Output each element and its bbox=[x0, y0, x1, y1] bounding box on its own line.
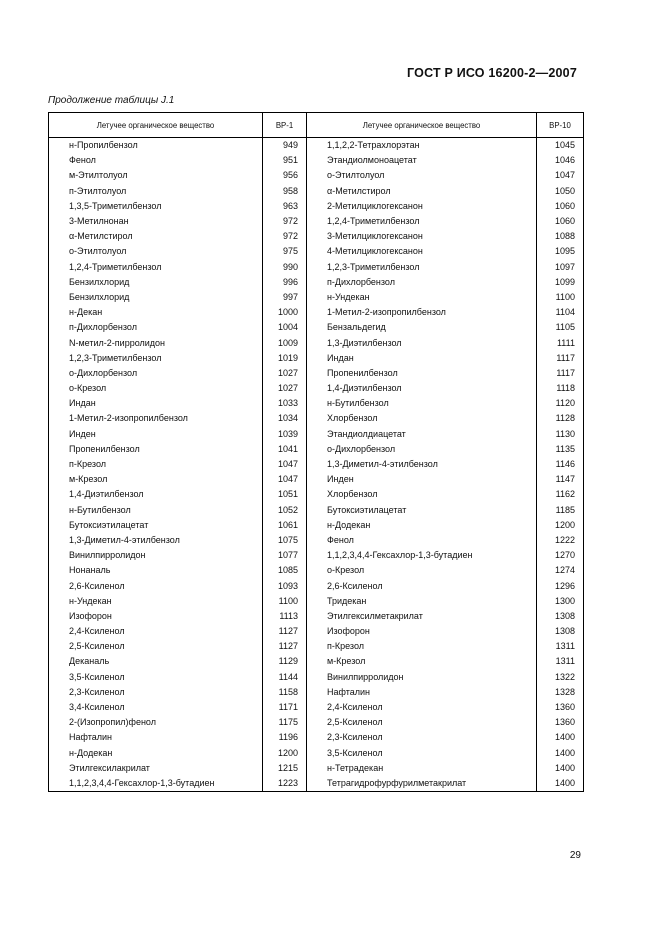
table-row bbox=[49, 244, 584, 259]
substance-bp10: 3-Метилциклогексанон bbox=[307, 229, 537, 244]
table-row bbox=[49, 503, 584, 518]
bp10-value: 1200 bbox=[537, 518, 584, 533]
bp10-value: 1308 bbox=[537, 624, 584, 639]
bp1-value: 1009 bbox=[263, 335, 307, 350]
bp1-value: 1047 bbox=[263, 472, 307, 487]
substance-bp1: н-Пропилбензол bbox=[49, 138, 263, 154]
table-row bbox=[49, 746, 584, 761]
bp10-value: 1222 bbox=[537, 533, 584, 548]
substance-bp1: п-Дихлорбензол bbox=[49, 320, 263, 335]
table-row bbox=[49, 548, 584, 563]
bp10-value: 1095 bbox=[537, 244, 584, 259]
substance-bp1: Этилгексилакрилат bbox=[49, 761, 263, 776]
table-row bbox=[49, 624, 584, 639]
substance-bp10: Бутоксиэтилацетат bbox=[307, 503, 537, 518]
bp10-value: 1400 bbox=[537, 761, 584, 776]
bp1-value: 972 bbox=[263, 214, 307, 229]
table-row bbox=[49, 305, 584, 320]
table-row bbox=[49, 654, 584, 669]
substance-bp1: Нафталин bbox=[49, 730, 263, 745]
table-row bbox=[49, 700, 584, 715]
substance-bp10: 1,2,4-Триметилбензол bbox=[307, 214, 537, 229]
col-header-substance-2: Летучее органическое вещество bbox=[307, 113, 537, 138]
table-row bbox=[49, 533, 584, 548]
substance-bp1: Нонаналь bbox=[49, 563, 263, 578]
bp1-value: 1051 bbox=[263, 487, 307, 502]
substance-bp1: 2,4-Ксиленол bbox=[49, 624, 263, 639]
substance-bp10: Винилпирролидон bbox=[307, 670, 537, 685]
bp10-value: 1400 bbox=[537, 776, 584, 792]
bp1-value: 1129 bbox=[263, 654, 307, 669]
substance-bp10: Этандиолдиацетат bbox=[307, 427, 537, 442]
substance-bp10: п-Дихлорбензол bbox=[307, 275, 537, 290]
substance-bp1: н-Додекан bbox=[49, 746, 263, 761]
substance-bp1: 1,2,3-Триметилбензол bbox=[49, 351, 263, 366]
substance-bp10: 1,1,2,3,4,4-Гексахлор-1,3-бутадиен bbox=[307, 548, 537, 563]
bp1-value: 1093 bbox=[263, 578, 307, 593]
substance-bp1: Фенол bbox=[49, 153, 263, 168]
substance-bp1: 1,1,2,3,4,4-Гексахлор-1,3-бутадиен bbox=[49, 776, 263, 792]
bp1-value: 1158 bbox=[263, 685, 307, 700]
substance-bp10: п-Крезол bbox=[307, 639, 537, 654]
bp10-value: 1322 bbox=[537, 670, 584, 685]
substance-bp10: Этилгексилметакрилат bbox=[307, 609, 537, 624]
substance-bp10: 1,3-Диметил-4-этилбензол bbox=[307, 457, 537, 472]
bp1-value: 1027 bbox=[263, 366, 307, 381]
bp10-value: 1360 bbox=[537, 715, 584, 730]
table-row bbox=[49, 715, 584, 730]
substance-bp10: 4-Метилциклогексанон bbox=[307, 244, 537, 259]
substance-bp10: α-Метилстирол bbox=[307, 184, 537, 199]
bp10-value: 1128 bbox=[537, 411, 584, 426]
bp1-value: 1196 bbox=[263, 730, 307, 745]
table-row bbox=[49, 153, 584, 168]
substance-bp10: 1,1,2,2-Тетрахлорэтан bbox=[307, 138, 537, 154]
substance-bp1: 1,4-Диэтилбензол bbox=[49, 487, 263, 502]
substance-bp1: N-метил-2-пирролидон bbox=[49, 335, 263, 350]
substance-bp1: Деканаль bbox=[49, 654, 263, 669]
substance-bp1: Винилпирролидон bbox=[49, 548, 263, 563]
bp10-value: 1117 bbox=[537, 351, 584, 366]
table-row bbox=[49, 639, 584, 654]
bp1-value: 1175 bbox=[263, 715, 307, 730]
table-row bbox=[49, 138, 584, 154]
bp10-value: 1104 bbox=[537, 305, 584, 320]
substance-bp1: м-Этилтолуол bbox=[49, 168, 263, 183]
bp1-value: 1039 bbox=[263, 427, 307, 442]
substance-bp10: Пропенилбензол bbox=[307, 366, 537, 381]
table-row bbox=[49, 396, 584, 411]
col-header-bp1: BP-1 bbox=[263, 113, 307, 138]
substance-bp1: 3,4-Ксиленол bbox=[49, 700, 263, 715]
bp10-value: 1118 bbox=[537, 381, 584, 396]
table-row bbox=[49, 670, 584, 685]
bp1-value: 1004 bbox=[263, 320, 307, 335]
substance-bp1: 2,3-Ксиленол bbox=[49, 685, 263, 700]
bp10-value: 1300 bbox=[537, 594, 584, 609]
document-code: ГОСТ Р ИСО 16200-2—2007 bbox=[407, 66, 577, 80]
substance-bp10: 1,2,3-Триметилбензол bbox=[307, 260, 537, 275]
substance-bp1: н-Декан bbox=[49, 305, 263, 320]
bp1-value: 1000 bbox=[263, 305, 307, 320]
substance-bp10: н-Ундекан bbox=[307, 290, 537, 305]
substance-bp10: 3,5-Ксиленол bbox=[307, 746, 537, 761]
bp1-value: 1215 bbox=[263, 761, 307, 776]
table-row bbox=[49, 381, 584, 396]
bp1-value: 1200 bbox=[263, 746, 307, 761]
table-row bbox=[49, 411, 584, 426]
table-row bbox=[49, 199, 584, 214]
table-row bbox=[49, 442, 584, 457]
table-row bbox=[49, 594, 584, 609]
bp1-value: 972 bbox=[263, 229, 307, 244]
substance-bp1: н-Бутилбензол bbox=[49, 503, 263, 518]
substance-bp10: 2,5-Ксиленол bbox=[307, 715, 537, 730]
table-row bbox=[49, 685, 584, 700]
table-header-row bbox=[49, 113, 584, 138]
substance-bp1: Бензилхлорид bbox=[49, 275, 263, 290]
bp10-value: 1400 bbox=[537, 730, 584, 745]
table-row bbox=[49, 457, 584, 472]
substance-bp10: о-Дихлорбензол bbox=[307, 442, 537, 457]
bp1-value: 996 bbox=[263, 275, 307, 290]
substance-bp1: о-Этилтолуол bbox=[49, 244, 263, 259]
substance-bp10: н-Бутилбензол bbox=[307, 396, 537, 411]
substance-bp10: Хлорбензол bbox=[307, 411, 537, 426]
bp10-value: 1060 bbox=[537, 199, 584, 214]
table-row bbox=[49, 518, 584, 533]
bp1-value: 1052 bbox=[263, 503, 307, 518]
substance-bp10: Бензальдегид bbox=[307, 320, 537, 335]
bp1-value: 1113 bbox=[263, 609, 307, 624]
bp1-value: 1171 bbox=[263, 700, 307, 715]
substance-bp10: Хлорбензол bbox=[307, 487, 537, 502]
substance-bp10: 2,3-Ксиленол bbox=[307, 730, 537, 745]
substance-bp10: 1-Метил-2-изопропилбензол bbox=[307, 305, 537, 320]
substance-bp10: о-Крезол bbox=[307, 563, 537, 578]
substance-bp10: Изофорон bbox=[307, 624, 537, 639]
substance-bp1: 3-Метилнонан bbox=[49, 214, 263, 229]
substance-bp1: о-Дихлорбензол bbox=[49, 366, 263, 381]
bp10-value: 1047 bbox=[537, 168, 584, 183]
table-row bbox=[49, 366, 584, 381]
substance-bp1: α-Метилстирол bbox=[49, 229, 263, 244]
bp10-value: 1360 bbox=[537, 700, 584, 715]
bp10-value: 1146 bbox=[537, 457, 584, 472]
bp10-value: 1130 bbox=[537, 427, 584, 442]
substance-bp1: 1-Метил-2-изопропилбензол bbox=[49, 411, 263, 426]
substance-bp10: 2,6-Ксиленол bbox=[307, 578, 537, 593]
table-row bbox=[49, 609, 584, 624]
bp1-value: 958 bbox=[263, 184, 307, 199]
substance-bp1: Бензилхлорид bbox=[49, 290, 263, 305]
substance-bp1: о-Крезол bbox=[49, 381, 263, 396]
table-row bbox=[49, 351, 584, 366]
substance-bp10: 2,4-Ксиленол bbox=[307, 700, 537, 715]
substance-bp1: Бутоксиэтилацетат bbox=[49, 518, 263, 533]
bp1-value: 963 bbox=[263, 199, 307, 214]
bp10-value: 1308 bbox=[537, 609, 584, 624]
substance-bp10: Фенол bbox=[307, 533, 537, 548]
bp10-value: 1135 bbox=[537, 442, 584, 457]
table-row bbox=[49, 427, 584, 442]
substance-bp1: 2,5-Ксиленол bbox=[49, 639, 263, 654]
table-row bbox=[49, 214, 584, 229]
table-row bbox=[49, 472, 584, 487]
bp10-value: 1050 bbox=[537, 184, 584, 199]
bp1-value: 990 bbox=[263, 260, 307, 275]
substance-bp1: н-Ундекан bbox=[49, 594, 263, 609]
bp1-value: 949 bbox=[263, 138, 307, 154]
bp1-value: 1075 bbox=[263, 533, 307, 548]
substance-bp1: м-Крезол bbox=[49, 472, 263, 487]
substance-bp1: 1,3-Диметил-4-этилбензол bbox=[49, 533, 263, 548]
bp10-value: 1045 bbox=[537, 138, 584, 154]
substance-bp1: 2,6-Ксиленол bbox=[49, 578, 263, 593]
bp1-value: 956 bbox=[263, 168, 307, 183]
bp10-value: 1296 bbox=[537, 578, 584, 593]
bp1-value: 1085 bbox=[263, 563, 307, 578]
table-row bbox=[49, 761, 584, 776]
bp10-value: 1270 bbox=[537, 548, 584, 563]
bp1-value: 951 bbox=[263, 153, 307, 168]
bp1-value: 1077 bbox=[263, 548, 307, 563]
substance-bp10: Тридекан bbox=[307, 594, 537, 609]
bp10-value: 1185 bbox=[537, 503, 584, 518]
substance-bp10: н-Тетрадекан bbox=[307, 761, 537, 776]
bp10-value: 1100 bbox=[537, 290, 584, 305]
voc-boiling-table bbox=[48, 112, 584, 792]
bp1-value: 975 bbox=[263, 244, 307, 259]
bp1-value: 1034 bbox=[263, 411, 307, 426]
bp10-value: 1099 bbox=[537, 275, 584, 290]
substance-bp1: 2-(Изопропил)фенол bbox=[49, 715, 263, 730]
bp10-value: 1311 bbox=[537, 639, 584, 654]
bp10-value: 1060 bbox=[537, 214, 584, 229]
bp1-value: 1127 bbox=[263, 639, 307, 654]
table-row bbox=[49, 184, 584, 199]
table-row bbox=[49, 776, 584, 792]
bp1-value: 1100 bbox=[263, 594, 307, 609]
bp1-value: 1033 bbox=[263, 396, 307, 411]
substance-bp10: Этандиолмоноацетат bbox=[307, 153, 537, 168]
bp10-value: 1097 bbox=[537, 260, 584, 275]
bp1-value: 1019 bbox=[263, 351, 307, 366]
table-row bbox=[49, 260, 584, 275]
bp1-value: 1027 bbox=[263, 381, 307, 396]
substance-bp1: Индан bbox=[49, 396, 263, 411]
substance-bp1: п-Этилтолуол bbox=[49, 184, 263, 199]
substance-bp1: Инден bbox=[49, 427, 263, 442]
bp1-value: 1061 bbox=[263, 518, 307, 533]
bp10-value: 1120 bbox=[537, 396, 584, 411]
bp1-value: 997 bbox=[263, 290, 307, 305]
substance-bp10: Инден bbox=[307, 472, 537, 487]
substance-bp10: 2-Метилциклогексанон bbox=[307, 199, 537, 214]
substance-bp1: 3,5-Ксиленол bbox=[49, 670, 263, 685]
bp1-value: 1127 bbox=[263, 624, 307, 639]
substance-bp1: Изофорон bbox=[49, 609, 263, 624]
table-row bbox=[49, 487, 584, 502]
bp1-value: 1041 bbox=[263, 442, 307, 457]
table-body bbox=[49, 138, 584, 792]
substance-bp10: м-Крезол bbox=[307, 654, 537, 669]
bp10-value: 1162 bbox=[537, 487, 584, 502]
substance-bp10: н-Додекан bbox=[307, 518, 537, 533]
substance-bp1: 1,3,5-Триметилбензол bbox=[49, 199, 263, 214]
substance-bp1: 1,2,4-Триметилбензол bbox=[49, 260, 263, 275]
bp10-value: 1046 bbox=[537, 153, 584, 168]
table-row bbox=[49, 168, 584, 183]
substance-bp10: о-Этилтолуол bbox=[307, 168, 537, 183]
table-row bbox=[49, 335, 584, 350]
table-row bbox=[49, 320, 584, 335]
bp10-value: 1088 bbox=[537, 229, 584, 244]
bp10-value: 1311 bbox=[537, 654, 584, 669]
table-caption: Продолжение таблицы J.1 bbox=[48, 95, 175, 106]
substance-bp1: Пропенилбензол bbox=[49, 442, 263, 457]
table-row bbox=[49, 229, 584, 244]
table-row bbox=[49, 563, 584, 578]
page-number: 29 bbox=[569, 850, 581, 861]
bp1-value: 1223 bbox=[263, 776, 307, 792]
bp10-value: 1117 bbox=[537, 366, 584, 381]
substance-bp10: Индан bbox=[307, 351, 537, 366]
bp1-value: 1144 bbox=[263, 670, 307, 685]
substance-bp10: 1,3-Диэтилбензол bbox=[307, 335, 537, 350]
table-row bbox=[49, 290, 584, 305]
table-row bbox=[49, 730, 584, 745]
bp10-value: 1400 bbox=[537, 746, 584, 761]
substance-bp10: Тетрагидрофурфурилметакрилат bbox=[307, 776, 537, 792]
bp10-value: 1147 bbox=[537, 472, 584, 487]
bp10-value: 1111 bbox=[537, 335, 584, 350]
substance-bp1: п-Крезол bbox=[49, 457, 263, 472]
col-header-substance-1: Летучее органическое вещество bbox=[49, 113, 263, 138]
substance-bp10: 1,4-Диэтилбензол bbox=[307, 381, 537, 396]
bp10-value: 1105 bbox=[537, 320, 584, 335]
table-row bbox=[49, 578, 584, 593]
substance-bp10: Нафталин bbox=[307, 685, 537, 700]
col-header-bp10: BP-10 bbox=[537, 113, 584, 138]
bp10-value: 1274 bbox=[537, 563, 584, 578]
bp10-value: 1328 bbox=[537, 685, 584, 700]
bp1-value: 1047 bbox=[263, 457, 307, 472]
table-row bbox=[49, 275, 584, 290]
